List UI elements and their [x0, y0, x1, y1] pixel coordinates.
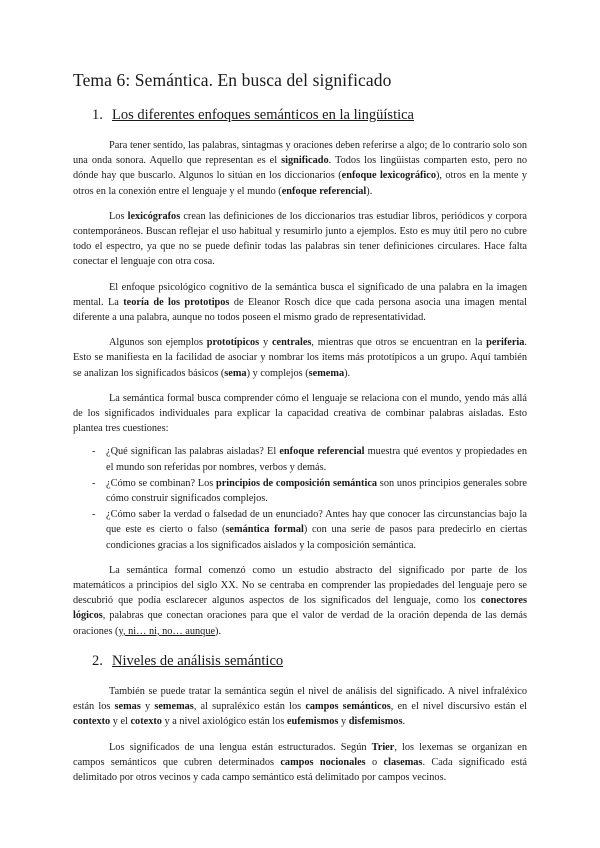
underlined-text: y, ni… ni, no… aunque: [118, 625, 216, 637]
bold-term: enfoque referencial: [281, 185, 367, 197]
section-number: 2.: [92, 652, 103, 669]
document-title: Tema 6: Semántica. En busca del significado: [73, 70, 392, 90]
text-run: . Todos los lingüistas comparten esto, pero no dónde hay que buscarlo. Algunos lo sitúan en los diccionarios (: [73, 155, 527, 182]
text-run: , los lexemas se organizan en campos semánticos que cubren determinados: [73, 741, 528, 768]
paragraph: [73, 138, 527, 199]
bold-term: conectores lógicos: [73, 595, 527, 622]
text-run: También se puede tratar la semántica según el nivel de análisis del significado. A nivel infraléxico están los: [73, 685, 527, 713]
text-run: Los: [109, 210, 128, 222]
text-run: ¿Cómo se combinan? Los: [106, 477, 216, 489]
bold-term: periferia: [486, 337, 525, 349]
section-heading-text: Niveles de análisis semántico: [112, 652, 284, 669]
bold-term: clasemas: [383, 756, 423, 768]
bold-term: lexicógrafos: [127, 210, 181, 222]
section-1-bullet-list: [73, 444, 527, 552]
bold-term: semántica formal: [225, 524, 304, 536]
bullet-item: [94, 476, 527, 506]
paragraph: [73, 335, 527, 381]
text-run: ).: [366, 185, 373, 197]
text-run: ) y complejos (: [246, 367, 309, 379]
text-run: muestra qué eventos y propiedades en el mundo son referidas por nombres, verbos y demás.: [106, 446, 527, 473]
dash-bullet-icon: -: [92, 446, 96, 458]
bold-term: significado: [281, 155, 329, 167]
section-2-paragraphs: [73, 684, 527, 785]
text-run: .: [402, 716, 406, 728]
dash-bullet-icon: -: [92, 509, 96, 521]
paragraph: [73, 740, 527, 786]
text-run: y el: [110, 716, 131, 728]
section-number: 1.: [92, 107, 103, 123]
text-run: ).: [215, 625, 222, 637]
text-run: . Esto se manifiesta en la facilidad de asociar y nombrar los ítems más prototípicos a un grupo. Aquí también se analizan los significados básicos (: [73, 337, 527, 379]
paragraph: [73, 391, 527, 437]
text-run: ), otros en la mente y otros en la conexión entre el lenguaje y el mundo (: [73, 170, 527, 197]
text-run: , en el nivel discursivo están el: [390, 701, 528, 713]
bold-term: centrales: [271, 337, 312, 349]
bold-term: semema: [308, 367, 345, 379]
text-run: y a nivel axiológico están los: [161, 716, 287, 728]
text-run: y: [140, 701, 155, 713]
bold-term: sema: [224, 367, 247, 379]
bold-term: contexto: [73, 716, 111, 728]
section-1-paragraphs: [73, 138, 527, 436]
paragraph: [73, 209, 527, 270]
bold-term: enfoque referencial: [279, 446, 365, 458]
text-run: La semántica formal comenzó como un estudio abstracto del significado por parte de los matemáticos a principios del siglo XX. No se centraba en comprender las propiedades del lenguaje pero se descubrió que podía esclarecer algunos aspectos de los significados del lenguaje, como los: [73, 564, 527, 607]
bold-term: cotexto: [130, 716, 162, 728]
bold-term: eufemismos: [286, 716, 339, 728]
text-run: Para tener sentido, las palabras, sintagmas y oraciones deben referirse a algo; de lo contrario solo son una onda sonora. Aquello que representan es el: [73, 140, 527, 167]
text-run: . Cada significado está delimitado por otros vecinos y cada campo semántico está delimitado por campos vecinos.: [73, 756, 528, 783]
text-run: de Eleanor Rosch dice que cada persona asocia una imagen mental diferente a una palabra, aunque no todos poseen el mismo grado de representatividad.: [73, 296, 527, 324]
text-run: o: [365, 756, 384, 768]
bold-term: semas: [114, 701, 141, 713]
text-run: Algunos son ejemplos: [109, 337, 207, 349]
text-run: y: [259, 337, 272, 349]
bold-term: campos nocionales: [280, 756, 366, 768]
text-run: El enfoque psicológico cognitivo de la semántica busca el significado de una palabra en la imagen mental. La: [73, 281, 527, 308]
section-heading-2: [92, 653, 527, 670]
text-run: ¿Qué significan las palabras aisladas? El: [106, 446, 280, 458]
bullet-item: [94, 507, 527, 553]
bold-term: enfoque lexicográfico: [341, 170, 436, 182]
paragraph: [73, 563, 527, 639]
bold-term: Trier: [371, 741, 395, 753]
bold-term: disfemismos: [348, 716, 403, 728]
bold-term: principios de composición semántica: [216, 477, 378, 489]
bold-term: sememas: [154, 701, 194, 713]
dash-bullet-icon: -: [92, 477, 96, 489]
bold-term: campos semánticos: [305, 701, 391, 713]
paragraph: [73, 684, 527, 730]
text-run: ) con una serie de pasos para predecirlo en ciertas condiciones gracias a los significados aislados y la composición semántica.: [106, 524, 527, 551]
section-heading-text: Los diferentes enfoques semánticos en la lingüística: [112, 107, 414, 123]
text-run: y: [338, 716, 349, 728]
text-run: La semántica formal busca comprender cómo el lenguaje se relaciona con el mundo, yendo más allá de los significados individuales para explicar la capacidad creativa de combinar palabras aisladas. Esto plantea tres cuestiones:: [73, 392, 527, 435]
bold-term: teoría de los prototipos: [123, 296, 230, 308]
text-run: Los significados de una lengua están estructurados. Según: [109, 741, 372, 753]
text-run: , mientras que otros se encuentran en la: [311, 337, 487, 349]
bullet-item: [94, 444, 527, 474]
section-1-closing-paragraphs: [73, 563, 527, 639]
text-run: son unos principios generales sobre cómo construir significados complejos.: [106, 477, 527, 505]
text-run: , palabras que conectan oraciones para que el valor de verdad de la oración dependa de las demás oraciones (: [73, 610, 527, 637]
text-run: , al supraléxico están los: [193, 701, 306, 713]
paragraph: [73, 280, 527, 326]
text-run: ¿Cómo saber la verdad o falsedad de un enunciado? Antes hay que conocer las circunstancias bajo la que este es cierto o falso (: [106, 509, 527, 536]
text-run: ).: [344, 367, 351, 379]
section-heading-1: [92, 107, 527, 124]
bold-term: prototípicos: [206, 337, 260, 349]
text-run: crean las definiciones de los diccionarios tras estudiar libros, periódicos y corpora contemporáneos. Buscan reflejar el uso habitual y resumirlo junto a ejemplos. Esto es muy útil pero no cubre todo el espectro, ya que no se puede definir todas las palabras sin tener definiciones circulares. Hace falta conectar el lenguaje con otra cosa.: [73, 210, 527, 268]
